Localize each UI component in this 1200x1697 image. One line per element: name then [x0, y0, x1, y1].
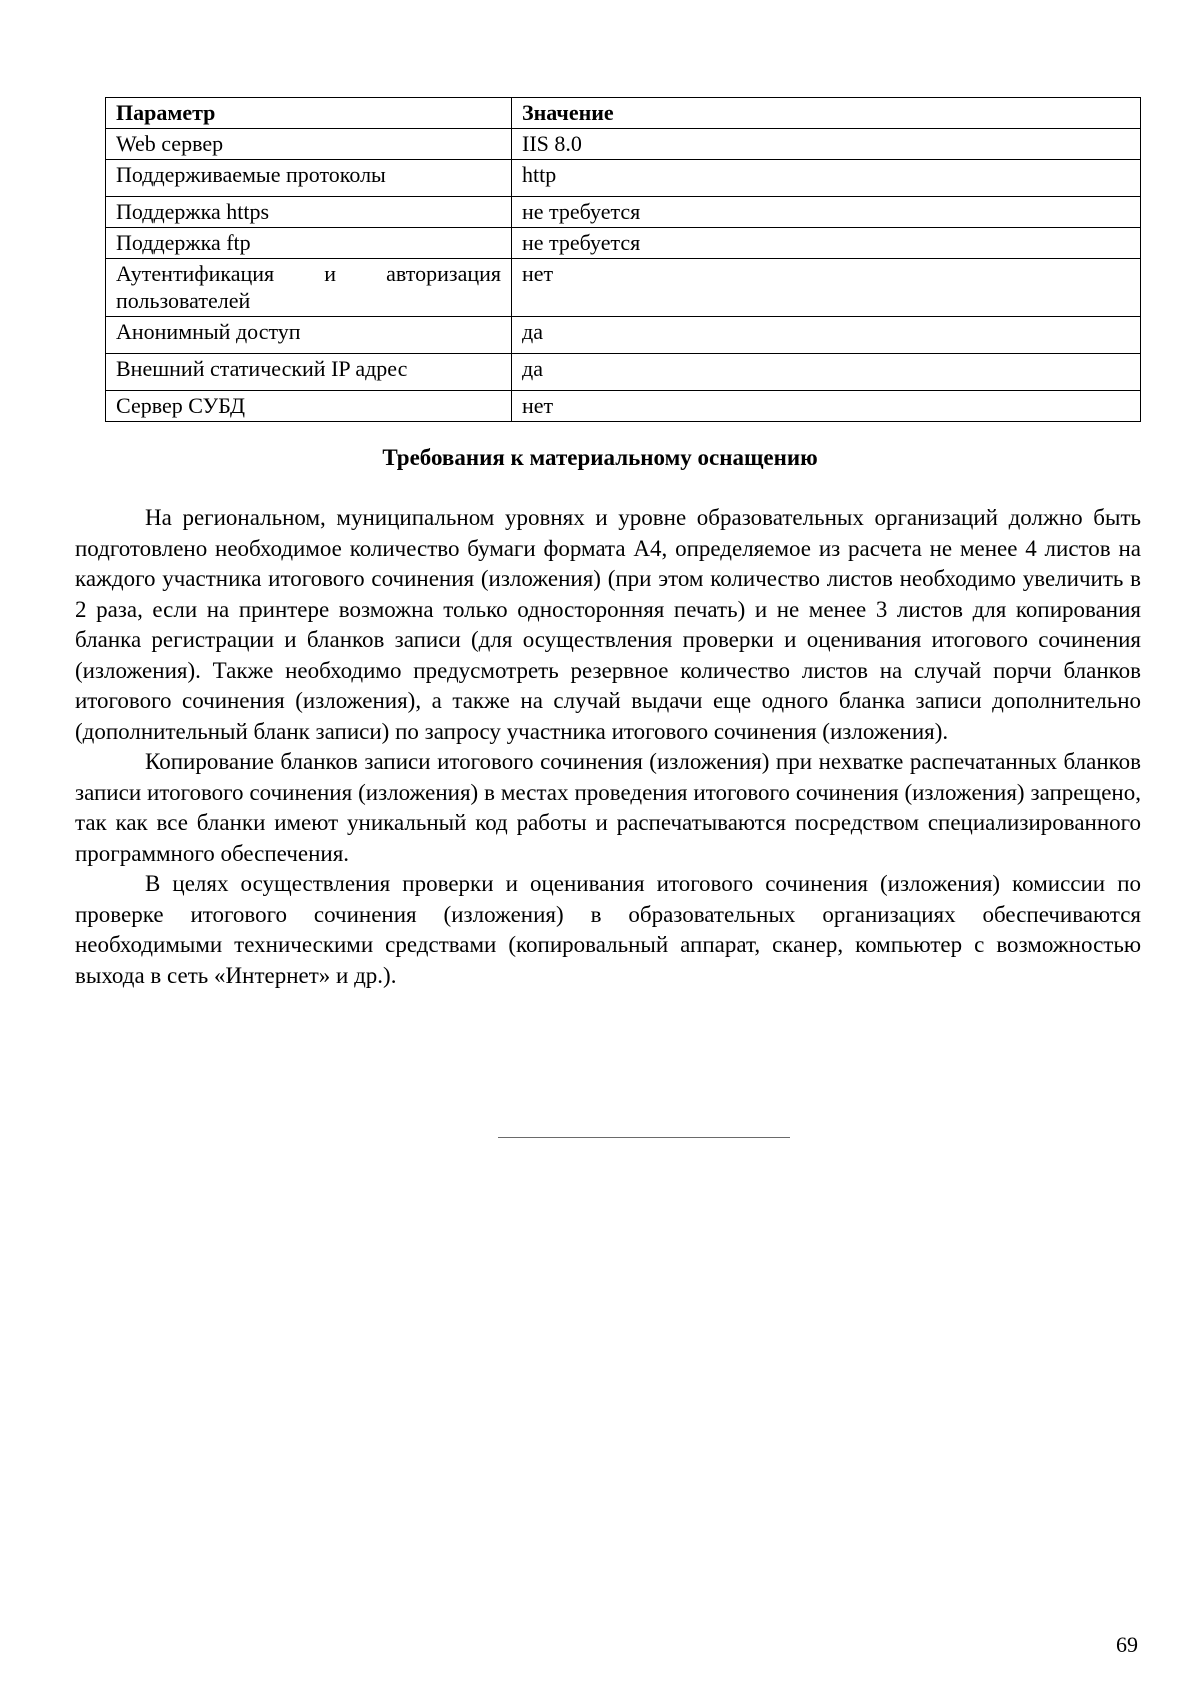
param-cell: Внешний статический IP адрес	[106, 354, 512, 391]
paragraph: В целях осуществления проверки и оценивания итогового сочинения (изложения) комиссии по проверке итогового сочинения (изложения) в образовательных организациях обеспечиваются необходимыми техническими средствами (копировальный аппарат, сканер, компьютер с возможностью выхода в сеть «Интернет» и др.).	[75, 871, 1141, 988]
param-cell: Сервер СУБД	[106, 391, 512, 422]
value-cell: да	[512, 317, 1141, 354]
table-row	[106, 129, 1141, 160]
section-heading: Требования к материальному оснащению	[382, 445, 818, 470]
param-cell: Web сервер	[106, 129, 512, 160]
value-cell: да	[512, 354, 1141, 391]
table-row	[106, 259, 1141, 317]
table-header-row	[106, 98, 1141, 129]
paragraph: На региональном, муниципальном уровнях и уровне образовательных организаций должно быть подготовлено необходимое количество бумаги формата А4, определяемое из расчета не менее 4 листов на каждого участника итогового сочинения (изложения) (при этом количество листов необходимо увеличить в 2 раза, если на принтере возможна только односторонняя печать) и не менее 3 листов для копирования бланка регистрации и бланков записи (для осуществления проверки и оценивания итогового сочинения (изложения). Также необходимо предусмотреть резервное количество листов на случай порчи бланков итогового сочинения (изложения), а также на случай выдачи еще одного бланка записи дополнительно (дополнительный бланк записи) по запросу участника итогового сочинения (изложения).	[75, 505, 1141, 744]
footnote-divider	[498, 1137, 790, 1138]
param-cell: Аутентификация и авторизация пользователей	[106, 259, 512, 317]
header-param: Параметр	[106, 98, 512, 129]
value-cell: не требуется	[512, 197, 1141, 228]
page-number: 69	[1116, 1632, 1138, 1657]
param-cell: Поддерживаемые протоколы	[106, 160, 512, 197]
table-row	[106, 197, 1141, 228]
value-cell: http	[512, 160, 1141, 197]
param-cell: Анонимный доступ	[106, 317, 512, 354]
table-row	[106, 228, 1141, 259]
table-row	[106, 391, 1141, 422]
value-cell: IIS 8.0	[512, 129, 1141, 160]
value-cell: нет	[512, 259, 1141, 317]
value-cell: не требуется	[512, 228, 1141, 259]
table-row	[106, 354, 1141, 391]
param-cell: Поддержка https	[106, 197, 512, 228]
parameters-table	[105, 97, 1141, 422]
body-text	[75, 503, 1141, 991]
table-row	[106, 317, 1141, 354]
header-value: Значение	[512, 98, 1141, 129]
table-row	[106, 160, 1141, 197]
value-cell: нет	[512, 391, 1141, 422]
paragraph: Копирование бланков записи итогового сочинения (изложения) при нехватке распечатанных бланков записи итогового сочинения (изложения) в местах проведения итогового сочинения (изложения) запрещено, так как все бланки имеют уникальный код работы и распечатываются посредством специализированного программного обеспечения.	[75, 749, 1141, 866]
param-cell: Поддержка ftp	[106, 228, 512, 259]
